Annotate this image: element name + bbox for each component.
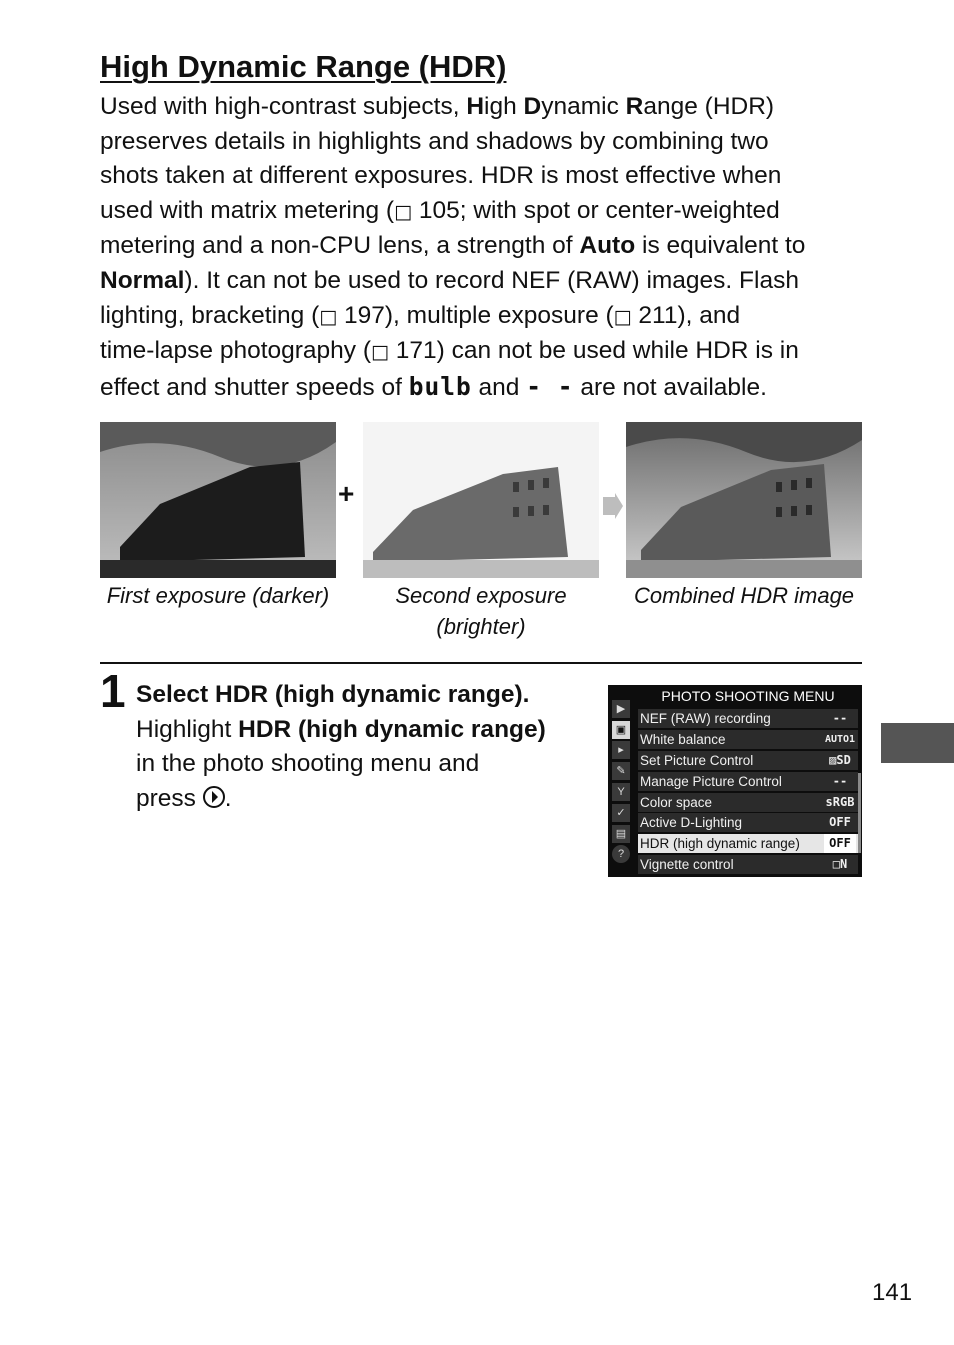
plus-sign: +: [338, 478, 355, 509]
my-menu-tab-icon[interactable]: ▤: [612, 825, 630, 843]
text: HDR (high dynamic range): [238, 715, 546, 743]
caption-second-exposure: [363, 580, 599, 642]
caption-line: (brighter): [436, 614, 526, 639]
text: .: [522, 681, 530, 708]
menu-item-label: NEF (RAW) recording: [640, 711, 771, 726]
building-bright-image: [363, 422, 599, 578]
chapter-side-tab: [881, 723, 954, 763]
text: Highlight: [136, 715, 239, 743]
step-number: 1: [100, 665, 126, 717]
dash-display-text: - -: [526, 371, 574, 401]
body-line: [100, 229, 870, 264]
menu-item-color-space[interactable]: [638, 793, 858, 812]
building-hdr-image: [626, 422, 862, 578]
text: Auto: [579, 232, 636, 260]
menu-item-label: Manage Picture Control: [640, 773, 782, 789]
step-line: [136, 713, 596, 748]
menu-title: PHOTO SHOOTING MENU: [661, 688, 835, 704]
text: ). It can not be used to record NEF (RAW) images. Flash: [184, 266, 799, 294]
text: metering and a non-CPU lens, a strength of: [100, 232, 580, 260]
step-line: press .: [136, 784, 232, 812]
menu-item-hdr[interactable]: [638, 834, 858, 853]
text: D: [523, 93, 542, 120]
text: Select: [136, 681, 215, 708]
setup-tab-icon[interactable]: Y: [612, 783, 630, 801]
book-icon: □: [394, 200, 413, 223]
photo-shooting-tab-icon[interactable]: ▣: [612, 721, 630, 739]
text: HDR (high dynamic range): [215, 681, 523, 708]
menu-item-label: Vignette control: [640, 857, 734, 873]
movie-shooting-tab-icon[interactable]: ▸: [612, 741, 630, 759]
arrow-right-icon: [603, 493, 623, 519]
second-exposure-photo: [363, 422, 599, 578]
bulb-display-text: bulb: [408, 371, 472, 401]
menu-item-set-picture-control[interactable]: [638, 751, 858, 770]
menu-item-value: sRGB: [825, 794, 855, 809]
menu-item-manage-picture-control[interactable]: [638, 772, 858, 791]
text: R: [625, 93, 644, 120]
menu-scrollbar[interactable]: [858, 773, 861, 853]
step-line: in the photo shooting menu and: [136, 750, 480, 778]
custom-settings-tab-icon[interactable]: ✎: [612, 762, 630, 780]
caption-first-exposure: First exposure (darker): [106, 583, 330, 608]
menu-item-vignette-control[interactable]: [638, 855, 858, 874]
text: 105; with spot or center-weighted: [412, 196, 780, 224]
body-line: [100, 299, 870, 335]
text: ynamic: [541, 93, 626, 120]
text: is equivalent to: [635, 232, 806, 260]
retouch-tab-icon[interactable]: ✓: [612, 804, 630, 822]
menu-item-value: OFF: [829, 815, 851, 830]
text: 211), and: [631, 301, 741, 329]
book-icon: □: [319, 305, 338, 328]
text: 171) can not be used while HDR is in: [388, 337, 799, 365]
text: time-lapse photography (: [100, 337, 372, 365]
menu-item-label: HDR (high dynamic range): [640, 836, 800, 852]
menu-item-label: Set Picture Control: [640, 752, 754, 768]
text: effect and shutter speeds of: [100, 373, 409, 401]
section-heading: High Dynamic Range (HDR): [100, 49, 507, 84]
book-icon: □: [371, 341, 389, 364]
menu-item-label: Color space: [640, 794, 713, 810]
combined-hdr-photo: [626, 422, 862, 578]
menu-item-value: □N: [832, 857, 848, 872]
playback-tab-icon[interactable]: ▶: [612, 700, 630, 718]
building-dark-image: [100, 422, 336, 578]
menu-item-white-balance[interactable]: [638, 730, 858, 749]
text: Used with high-contrast subjects,: [100, 93, 467, 120]
section-divider: [100, 662, 862, 664]
page-number: 141: [872, 1279, 913, 1306]
body-line: [100, 370, 870, 406]
multi-selector-right-icon: [203, 786, 225, 808]
body-line: [100, 334, 870, 370]
menu-item-value: AUTO1: [824, 733, 856, 745]
photo-shooting-menu-screen: [608, 685, 862, 877]
body-line: [100, 264, 870, 299]
text: used with matrix metering (: [100, 196, 395, 224]
menu-item-value: ▨SD: [829, 752, 851, 767]
menu-item-label: Active D-Lighting: [640, 815, 743, 831]
menu-items: [638, 709, 858, 876]
text: and: [471, 373, 527, 401]
caption-combined-hdr: Combined HDR image: [633, 583, 855, 608]
menu-item-nef-raw-recording[interactable]: [638, 709, 858, 728]
text: lighting, bracketing (: [100, 301, 320, 329]
menu-item-value: OFF: [824, 834, 856, 853]
text: H: [466, 93, 485, 120]
menu-item-active-d-lighting[interactable]: [638, 813, 858, 832]
step-instructions: [136, 678, 596, 816]
menu-item-label: White balance: [640, 731, 726, 747]
body-line: [100, 90, 870, 125]
text: press: [136, 784, 203, 812]
menu-item-value: --: [832, 773, 848, 788]
body-line: [100, 194, 870, 230]
body-paragraph: [100, 90, 870, 405]
help-icon[interactable]: ?: [612, 845, 630, 863]
menu-item-value: --: [832, 711, 848, 725]
text: Normal: [100, 266, 185, 294]
book-icon: □: [613, 305, 632, 328]
text: are not available.: [573, 373, 767, 401]
text: ange (HDR): [643, 93, 775, 120]
body-line: preserves details in highlights and shadows by combining two: [100, 127, 769, 155]
menu-side-tabs: [610, 697, 632, 866]
text: igh: [484, 93, 524, 120]
first-exposure-photo: [100, 422, 336, 578]
body-line: shots taken at different exposures. HDR is most effective when: [100, 162, 782, 190]
step-line: [136, 678, 596, 713]
text: 197), multiple exposure (: [337, 301, 614, 329]
caption-line: Second exposure: [395, 583, 567, 608]
